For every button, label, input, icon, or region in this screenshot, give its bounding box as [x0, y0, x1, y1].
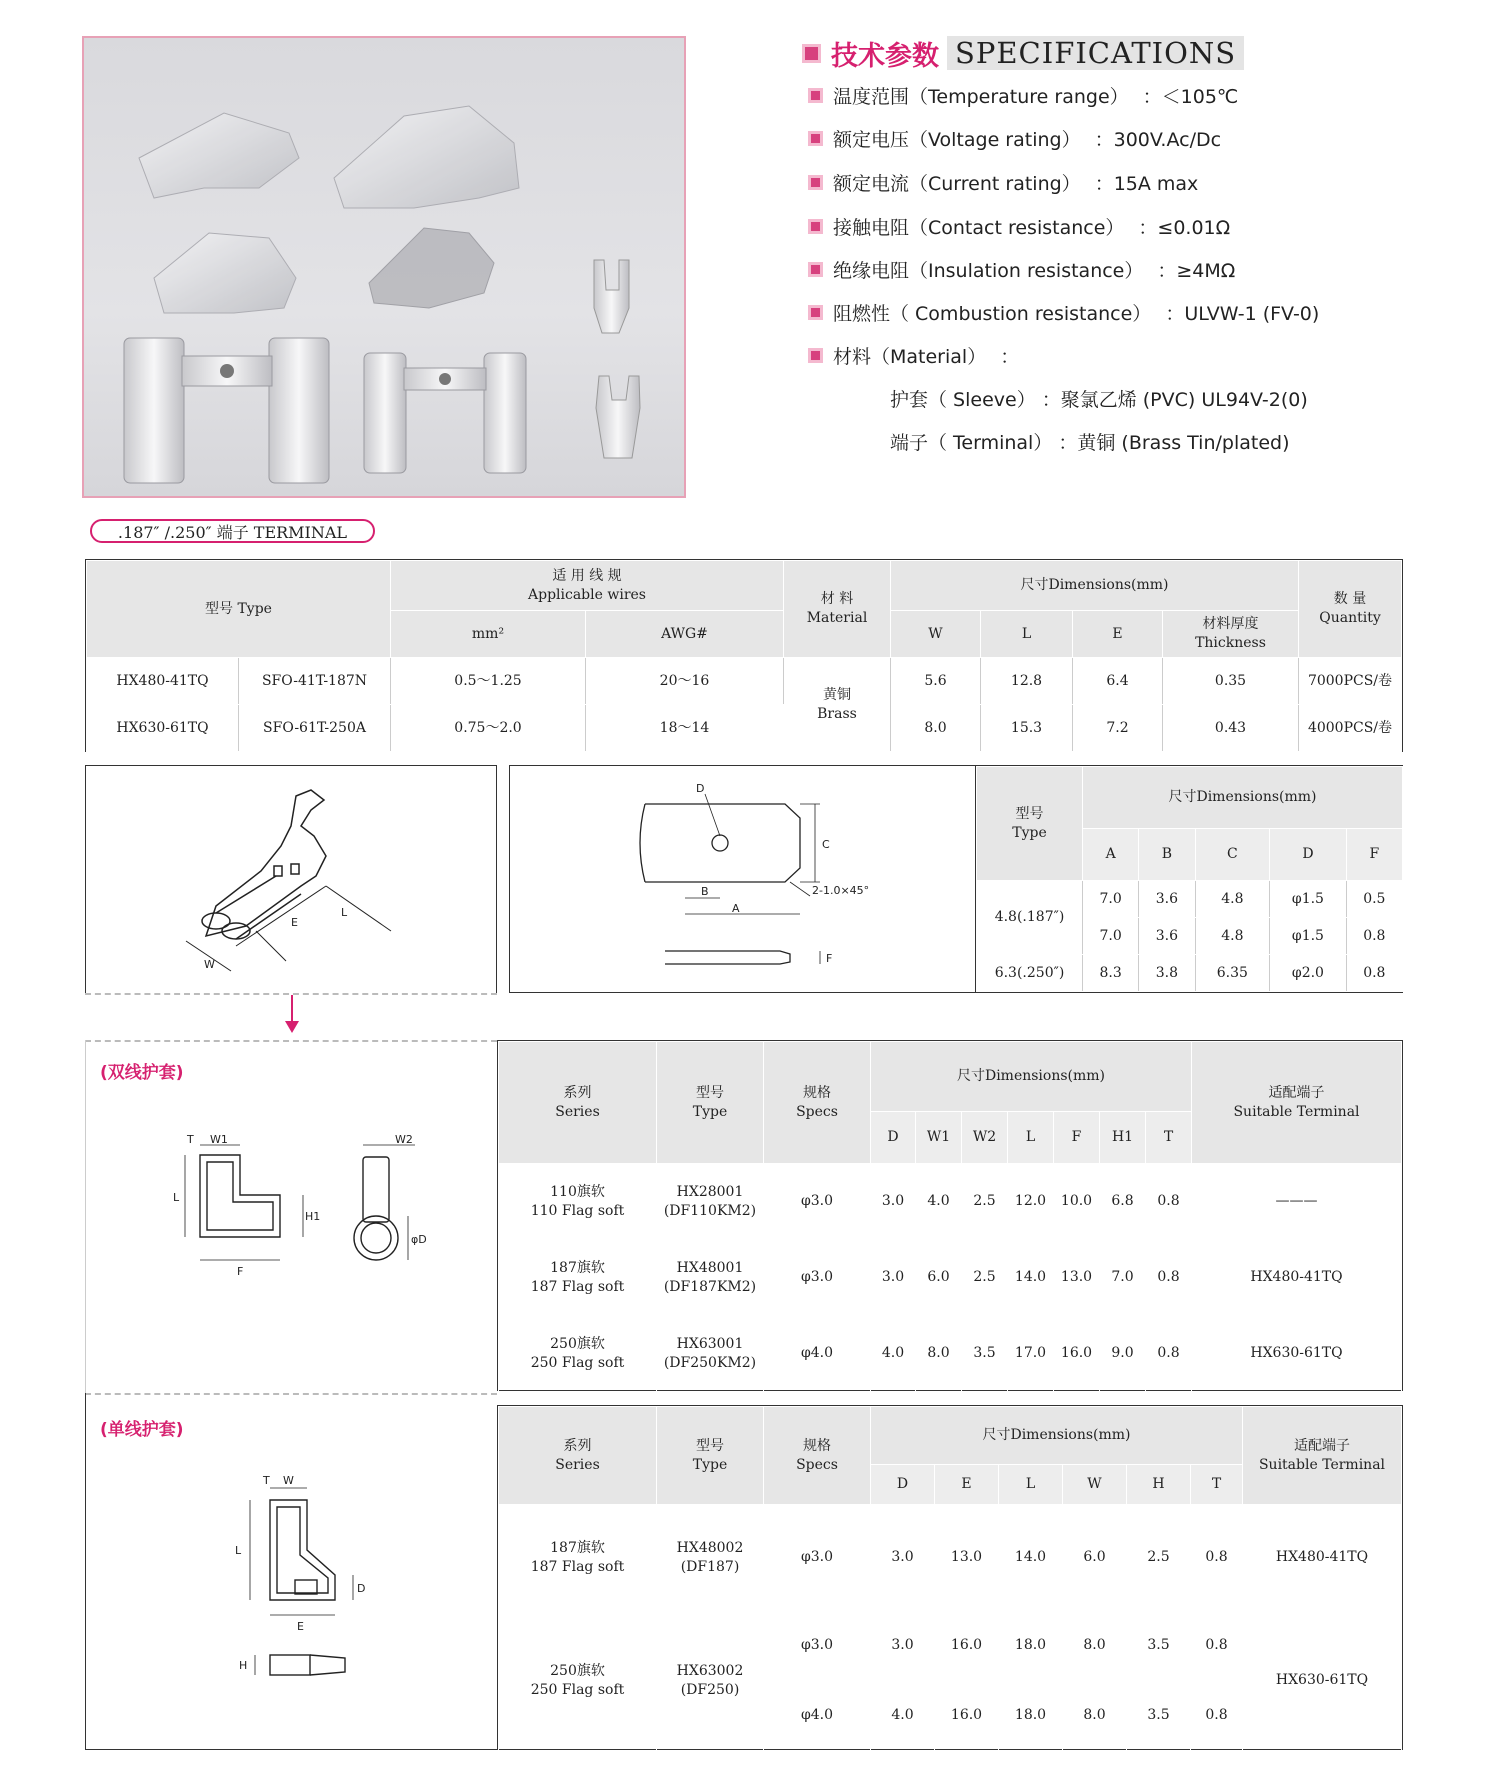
dim-label-w2: W2 — [395, 1135, 413, 1146]
dim-label-l: L — [341, 906, 348, 919]
spec-row — [808, 256, 1235, 282]
dim-label-d: D — [357, 1582, 366, 1595]
product-photo-illustration — [84, 38, 684, 496]
header-wires: 适 用 线 规 Applicable wires — [391, 561, 784, 611]
dim-label-e: E — [291, 916, 298, 929]
terminal-table — [85, 559, 1403, 752]
dim-label-w: W — [283, 1474, 294, 1487]
single-sleeve-drawing — [225, 1470, 405, 1695]
dim-label-l: L — [235, 1544, 242, 1557]
material-terminal: 端子（ Terminal） ：黄铜 (Brass Tin/plated) — [890, 432, 1290, 454]
dim-label-t: T — [263, 1474, 270, 1487]
terminal-table-grid — [86, 560, 1402, 752]
table-row: φ4.0 4.0 16.0 18.0 8.0 3.5 0.8 — [499, 1681, 1402, 1751]
terminal-drawing-box — [85, 765, 497, 993]
spec-label: 材料（Material） — [833, 345, 987, 368]
bullet-square-icon — [808, 305, 823, 320]
table-row: 187旗软 187 Flag soft HX48001 (DF187KM2) φ3.0 3.0 6.0 2.5 14.0 13.0 7.0 0.8 HX480-41TQ — [499, 1240, 1402, 1316]
header-dimensions: 尺寸Dimensions(mm) — [891, 561, 1299, 611]
dim-label-h: H — [239, 1659, 248, 1672]
table-row: 4.8(.187″) 7.0 3.6 4.8 φ1.5 0.5 — [977, 881, 1403, 918]
bullet-square-icon — [802, 44, 821, 63]
dim-label-w1: W1 — [210, 1135, 228, 1146]
spec-title-en: SPECIFICATIONS — [947, 36, 1244, 70]
single-sleeve-label: (单线护套) — [100, 1420, 184, 1440]
double-sleeve-table — [497, 1040, 1403, 1391]
dim-label-h1: H1 — [305, 1210, 321, 1223]
terminal-badge — [90, 519, 375, 543]
bottom-border-line — [85, 1749, 497, 1750]
dim-label-f: F — [826, 952, 833, 965]
header-type: 型号 Type — [977, 767, 1083, 881]
tab-box — [509, 765, 1403, 993]
header-l: L — [981, 611, 1073, 658]
material-sleeve: 护套（ Sleeve） ：聚氯乙烯 (PVC) UL94V-2(0) — [890, 389, 1308, 411]
left-border-line — [85, 1393, 86, 1750]
dim-label-phid: φD — [411, 1233, 427, 1246]
spec-label: 温度范围（Temperature range） — [833, 85, 1129, 108]
tab-table — [975, 766, 1403, 992]
spec-label: 额定电压（Voltage rating） — [833, 128, 1081, 151]
product-photo — [82, 36, 686, 498]
table-row: 7.0 3.6 4.8 φ1.5 0.8 — [977, 918, 1403, 955]
spec-row — [808, 125, 1221, 151]
bullet-square-icon — [808, 219, 823, 234]
spec-value: ：15A max — [1094, 172, 1199, 195]
header-mm2: mm² — [391, 611, 586, 658]
terminal-drawing — [86, 766, 496, 992]
dim-label-d: D — [696, 782, 705, 795]
spec-label: 接触电阻（Contact resistance） — [833, 216, 1125, 239]
spec-row — [808, 213, 1230, 239]
header-material: 材 料 Material — [784, 561, 891, 658]
dim-label-l: L — [173, 1191, 180, 1204]
spec-title-zh: 技术参数 — [831, 40, 939, 72]
tab-drawing — [510, 766, 975, 992]
dim-label-e: E — [297, 1620, 304, 1633]
table-row: 6.3(.250″) 8.3 3.8 6.35 φ2.0 0.8 — [977, 955, 1403, 992]
spec-row — [808, 342, 1019, 368]
table-row: 110旗软 110 Flag soft HX28001 (DF110KM2) φ3.0 3.0 4.0 2.5 12.0 10.0 6.8 0.8 ——— — [499, 1164, 1402, 1240]
spec-row — [808, 169, 1198, 195]
single-sleeve-table-grid: 系列 Series 型号 Type 规格 Specs 尺寸Dimensions(mm) 适配端子 Suitable Terminal D E L W H T 187旗软 187 Flag soft HX48002 (DF187) φ3.0 3.0 13.0 14.0 6.0 2.5 0.8 HX480-41TQ 250旗软 250 Flag soft HX63002 (DF250) φ3.0 3.0 16.0 18.0 8.0 3.5 0.8 HX630-61TQ φ4.0 4.0 16.0 18.0 8.0 3.5 0.8 — [498, 1406, 1402, 1751]
divider — [85, 1040, 497, 1042]
spec-label: 额定电流（Current rating） — [833, 172, 1081, 195]
spec-row — [808, 299, 1319, 325]
bullet-square-icon — [808, 262, 823, 277]
divider — [85, 1393, 497, 1395]
dim-label-t: T — [187, 1135, 194, 1146]
material-cell: 黄铜 Brass — [784, 658, 891, 752]
header-quantity: 数 量 Quantity — [1299, 561, 1402, 658]
header-w: W — [891, 611, 981, 658]
header-type: 型号 Type — [87, 561, 391, 658]
double-sleeve-table-grid: 系列 Series 型号 Type 规格 Specs 尺寸Dimensions(mm) 适配端子 Suitable Terminal D W1 W2 L F H1 T 110旗软 110 Flag soft HX28001 (DF110KM2) φ3.0 3.0 4.0 2.5 12.0 10.0 6.8 0.8 ——— 187旗软 187 Flag soft HX48001 (DF187KM2) φ3.0 3.0 6.0 2.5 14.0 13.0 7.0 0.8 HX480-41TQ 250旗软 250 Flag soft HX63001 (DF250KM2) φ4.0 4.0 8.0 3.5 17.0 16.0 9.0 0.8 HX630-61TQ — [498, 1041, 1402, 1392]
single-sleeve-table — [497, 1405, 1403, 1750]
dim-label-w: W — [204, 958, 215, 971]
bullet-square-icon — [808, 88, 823, 103]
bullet-square-icon — [808, 131, 823, 146]
bullet-square-icon — [808, 175, 823, 190]
dim-label-f: F — [237, 1265, 244, 1278]
spec-label: 绝缘电阻（Insulation resistance） — [833, 259, 1144, 282]
double-sleeve-drawing — [155, 1135, 445, 1310]
header-dimensions: 尺寸Dimensions(mm) — [1083, 767, 1403, 829]
spec-value: ：300V.Ac/Dc — [1094, 128, 1222, 151]
header-thickness: 材料厚度 Thickness — [1163, 611, 1299, 658]
dim-label-b: B — [701, 885, 709, 898]
spec-value: ：＜105℃ — [1142, 85, 1239, 108]
terminal-badge-label: .187″ /.250″ 端子 TERMINAL — [117, 522, 348, 542]
spec-value: ：ULVW-1 (FV-0) — [1165, 302, 1320, 325]
table-row: HX480-41TQ SFO-41T-187N 0.5～1.25 20～16 黄铜 Brass 5.6 12.8 6.4 0.35 7000PCS/卷 — [87, 658, 1402, 705]
bullet-square-icon — [808, 348, 823, 363]
spec-label: 阻燃性（ Combustion resistance） — [833, 302, 1152, 325]
double-sleeve-label: (双线护套) — [100, 1063, 184, 1083]
dim-label-c: C — [822, 838, 830, 851]
left-border-line — [85, 1040, 86, 1393]
table-row: 187旗软 187 Flag soft HX48002 (DF187) φ3.0 3.0 13.0 14.0 6.0 2.5 0.8 HX480-41TQ — [499, 1505, 1402, 1611]
dim-label-a: A — [732, 902, 740, 915]
spec-value: ：≥4MΩ — [1157, 259, 1236, 282]
header-awg: AWG# — [586, 611, 784, 658]
dim-label-chamfer: 2-1.0×45° — [812, 884, 870, 897]
table-row: 250旗软 250 Flag soft HX63001 (DF250KM2) φ4.0 4.0 8.0 3.5 17.0 16.0 9.0 0.8 HX630-61TQ — [499, 1316, 1402, 1392]
tab-table-grid: 型号 Type 尺寸Dimensions(mm) A B C D F 4.8(.187″) 7.0 3.6 4.8 φ1.5 0.5 7.0 3.6 4.8 φ1.5 0.8 6.3(.250″) 8.3 3.8 6.35 φ2.0 0.8 — [976, 766, 1403, 992]
header-e: E — [1073, 611, 1163, 658]
spec-title — [802, 36, 1244, 70]
table-row: 250旗软 250 Flag soft HX63002 (DF250) φ3.0 3.0 16.0 18.0 8.0 3.5 0.8 HX630-61TQ — [499, 1611, 1402, 1681]
down-arrow-icon — [282, 995, 302, 1035]
spec-value: ： — [1000, 345, 1020, 368]
spec-value: ：≤0.01Ω — [1138, 216, 1231, 239]
spec-row — [808, 82, 1238, 108]
table-row: HX630-61TQ SFO-61T-250A 0.75～2.0 18～14 8.0 15.3 7.2 0.43 4000PCS/卷 — [87, 705, 1402, 752]
